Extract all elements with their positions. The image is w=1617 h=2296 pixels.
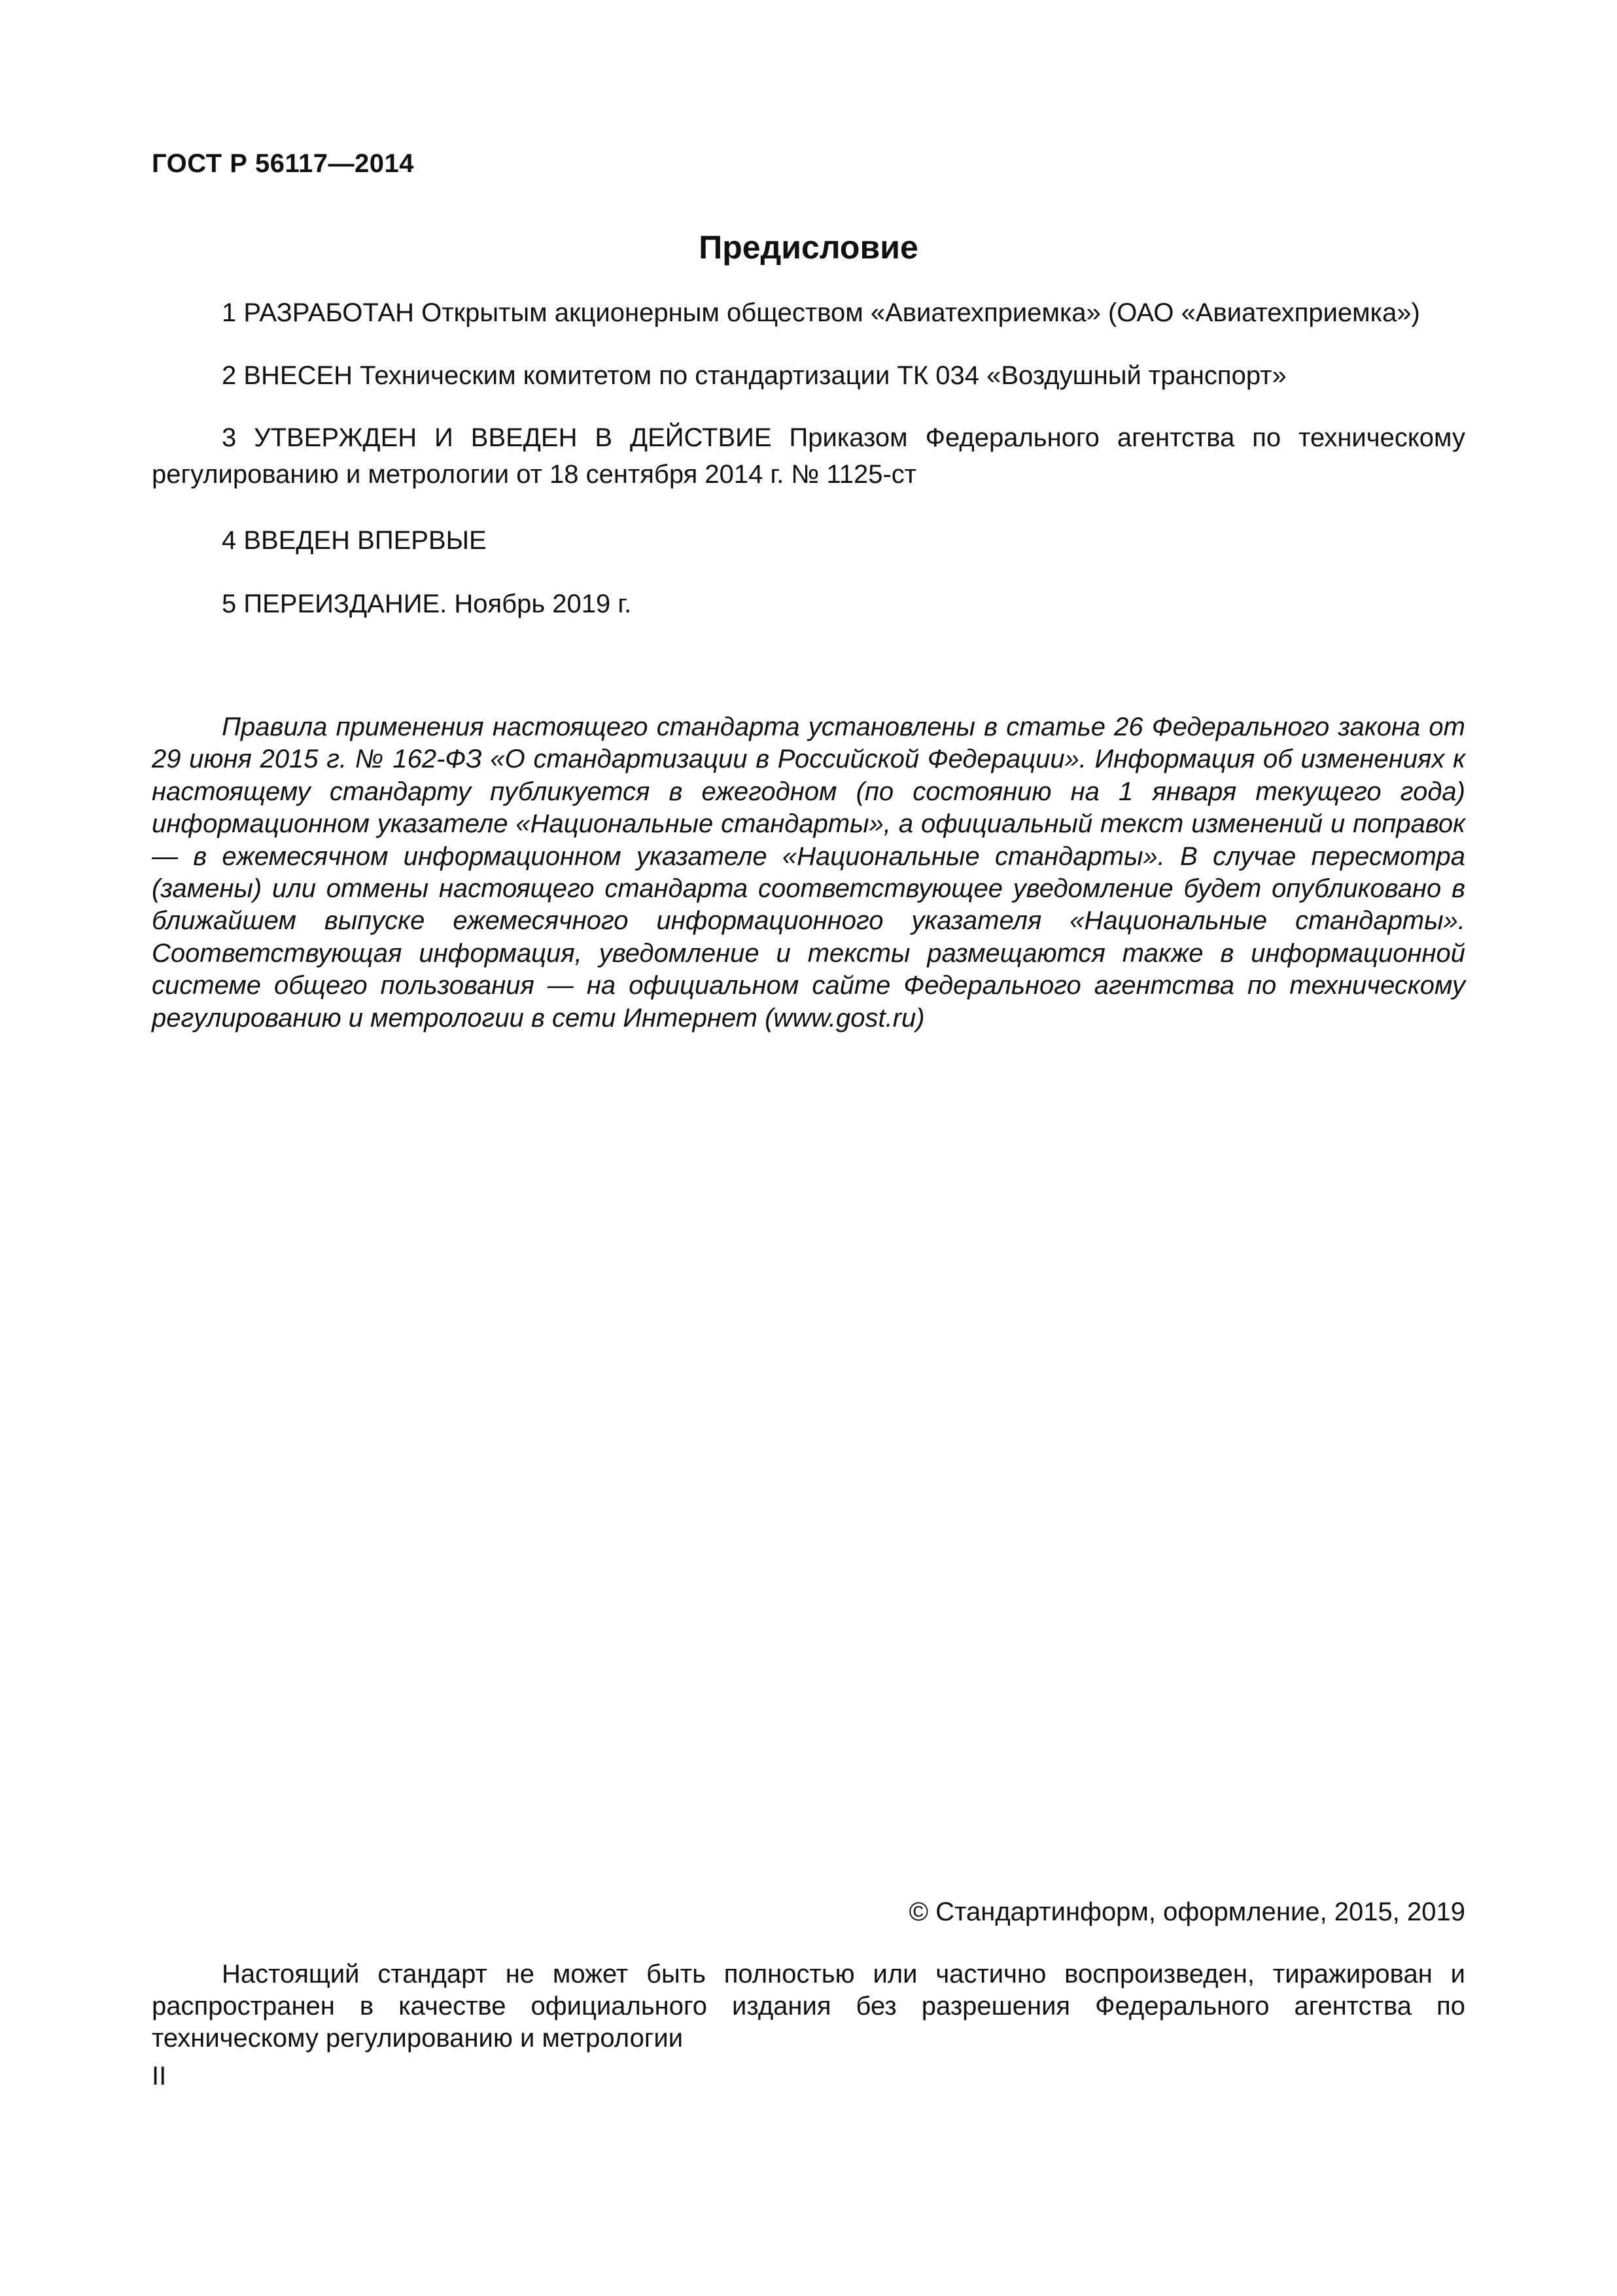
- standard-number: ГОСТ Р 56117—2014: [152, 149, 414, 178]
- preface-item-first-introduced: 4 ВВЕДЕН ВПЕРВЫЕ: [222, 526, 487, 555]
- preface-item-developed: 1 РАЗРАБОТАН Открытым акционерным обществом «Авиатехприемка» (ОАО «Авиатехприемка»): [222, 298, 1420, 327]
- preface-item-approved: 3 УТВЕРЖДЕН И ВВЕДЕН В ДЕЙСТВИЕ Приказом Федерального агентства по техническому регулированию и метрологии от 18 сентября 2014 г. № 1125-ст: [152, 423, 1465, 489]
- legal-notice: Правила применения настоящего стандарта установлены в статье 26 Федерального закона от 29 июня 2015 г. № 162-ФЗ «О стандартизации в Российской Федерации». Информация об изменениях к настоящему стандарту публикуется в ежегодном (по состоянию на 1 января текущего года) информационном указателе «Национальные стандарты», а официальный текст изменений и поправок — в ежемесячном информационном указателе «Национальные стандарты». В случае пересмотра (замены) или отмены настоящего стандарта соответствующее уведомление будет опубликовано в ближайшем выпуске ежемесячного информационного указателя «Национальные стандарты». Соответствующая информация, уведомление и тексты размещаются также в информационной системе общего пользования — на официальном сайте Федерального агентства по техническому регулированию и метрологии в сети Интернет (www.gost.ru): [152, 713, 1465, 1033]
- preface-item-reissue: 5 ПЕРЕИЗДАНИЕ. Ноябрь 2019 г.: [222, 590, 632, 618]
- page-number: II: [152, 2062, 167, 2091]
- reproduction-notice: Настоящий стандарт не может быть полностью или частично воспроизведен, тиражирован и распространен в качестве официального издания без разрешения Федерального агентства по техническому регулированию и метрологии: [152, 1960, 1465, 2053]
- preface-item-introduced: 2 ВНЕСЕН Техническим комитетом по стандартизации ТК 034 «Воздушный транспорт»: [222, 361, 1287, 390]
- page-title: Предисловие: [699, 229, 918, 266]
- copyright-notice: © Стандартинформ, оформление, 2015, 2019: [909, 1898, 1465, 1926]
